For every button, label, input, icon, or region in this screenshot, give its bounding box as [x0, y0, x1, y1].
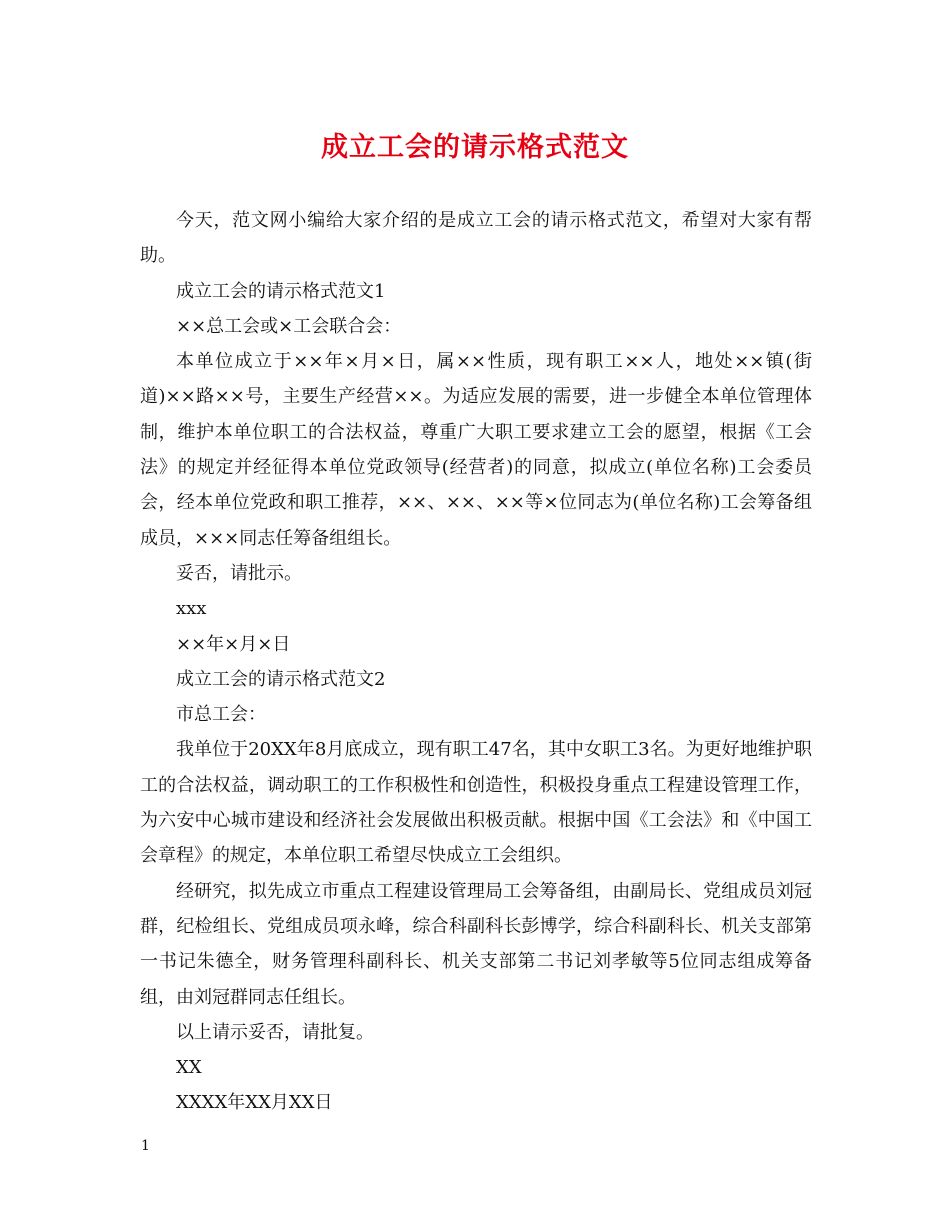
intro-paragraph: 今天，范文网小编给大家介绍的是成立工会的请示格式范文，希望对大家有帮助。: [140, 210, 812, 267]
sample-1-body-paragraph: 本单位成立于××年×月×日，属××性质，现有职工××人，地处××镇(街道)××路××号，主要生产经营××。为适应发展的需要，进一步健全本单位管理体制，维护本单位职工的合法权益，尊重广大职工要求建立工会的愿望，根据《工会法》的规定并经征得本单位党政领导(经营者)的同意，拟成立(单位名称)工会委员会，经本单位党政和职工推荐，××、××、××等×位同志为(单位名称)工会筹备组成员，×××同志任筹备组组长。: [140, 351, 812, 549]
sample-2-signature: XX: [176, 1057, 202, 1079]
sample-2-request: 以上请示妥否，请批复。: [176, 1021, 374, 1043]
sample-2-heading: 成立工会的请示格式范文2: [176, 668, 386, 690]
sample-1-heading: 成立工会的请示格式范文1: [176, 280, 386, 302]
sample-1-signature: xxx: [176, 598, 207, 620]
sample-2-body-paragraph-1: 我单位于20XX年8月底成立，现有职工47名，其中女职工3名。为更好地维护职工的合法权益，调动职工的工作积极性和创造性，积极投身重点工程建设管理工作，为六安中心城市建设和经济社会发展做出积极贡献。根据中国《工会法》和《中国工会章程》的规定，本单位职工希望尽快成立工会组织。: [140, 739, 812, 867]
page-title: 成立工会的请示格式范文: [321, 132, 629, 163]
sample-1-date: ××年×月×日: [176, 633, 291, 655]
page-number: 1: [141, 1138, 150, 1154]
document-body: [140, 203, 812, 1121]
sample-1-addressee: ××总工会或×工会联合会：: [176, 315, 402, 337]
sample-2-addressee: 市总工会：: [176, 704, 266, 726]
sample-2-body-paragraph-2: 经研究，拟先成立市重点工程建设管理局工会筹备组，由副局长、党组成员刘冠群，纪检组长、党组成员项永峰，综合科副科长彭博学，综合科副科长、机关支部第一书记朱德全，财务管理科副科长、机关支部第二书记刘孝敏等5位同志组成筹备组，由刘冠群同志任组长。: [140, 880, 812, 1008]
sample-1-request: 妥否，请批示。: [176, 562, 302, 584]
sample-2-date: XXXX年XX月XX日: [176, 1092, 333, 1114]
